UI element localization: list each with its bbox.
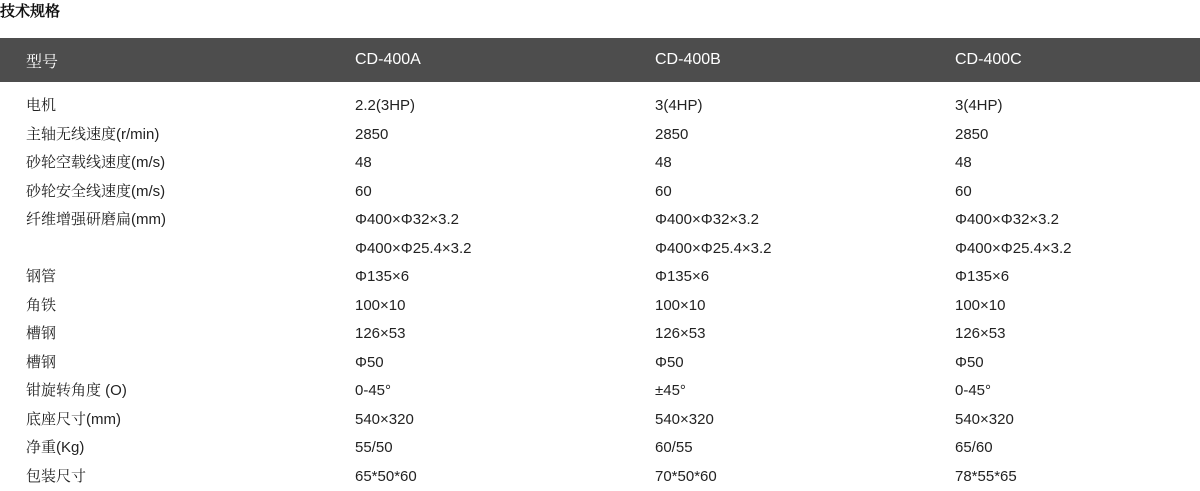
cell-value: Φ400×Φ32×3.2 (655, 206, 955, 235)
cell-value: 100×10 (655, 292, 955, 321)
cell-value: Φ400×Φ25.4×3.2 (355, 235, 655, 264)
row-value-cell (655, 178, 955, 207)
row-value-cell (355, 121, 655, 150)
cell-value: 3(4HP) (955, 92, 1200, 121)
table-row (0, 434, 1200, 463)
table-header-row (0, 38, 1200, 82)
row-value-cell (355, 92, 655, 121)
cell-value: 48 (355, 149, 655, 178)
row-label: 角铁 (0, 292, 355, 321)
row-label: 砂轮安全线速度(m/s) (0, 178, 355, 207)
row-value-cell (655, 463, 955, 491)
table-row (0, 406, 1200, 435)
cell-value: 60/55 (655, 434, 955, 463)
cell-value: Φ400×Φ25.4×3.2 (655, 235, 955, 264)
row-value-cell (655, 377, 955, 406)
cell-value: 60 (355, 178, 655, 207)
row-value-cell (355, 206, 655, 263)
spacer-row (0, 82, 1200, 92)
row-label: 槽钢 (0, 349, 355, 378)
row-value-cell (955, 377, 1200, 406)
header-cell-model: 型号 (0, 38, 355, 82)
row-value-cell (955, 406, 1200, 435)
row-value-cell (355, 406, 655, 435)
table-row (0, 206, 1200, 263)
table-body (0, 82, 1200, 491)
row-label: 主轴无线速度(r/min) (0, 121, 355, 150)
cell-value: 78*55*65 (955, 463, 1200, 491)
cell-value: 70*50*60 (655, 463, 955, 491)
table-row (0, 463, 1200, 491)
row-value-cell (655, 292, 955, 321)
cell-value: Φ50 (355, 349, 655, 378)
row-value-cell (355, 349, 655, 378)
cell-value: 3(4HP) (655, 92, 955, 121)
row-value-cell (955, 149, 1200, 178)
row-value-cell (355, 320, 655, 349)
header-cell-cd-400c: CD-400C (955, 38, 1200, 82)
cell-value: 540×320 (955, 406, 1200, 435)
cell-value: 2850 (655, 121, 955, 150)
cell-value: 126×53 (655, 320, 955, 349)
row-value-cell (955, 92, 1200, 121)
row-label: 底座尺寸(mm) (0, 406, 355, 435)
cell-value: 126×53 (355, 320, 655, 349)
row-value-cell (955, 292, 1200, 321)
cell-value: Φ50 (955, 349, 1200, 378)
table-row (0, 292, 1200, 321)
row-value-cell (655, 92, 955, 121)
cell-value: 2850 (355, 121, 655, 150)
row-value-cell (355, 463, 655, 491)
table-row (0, 377, 1200, 406)
table-row (0, 149, 1200, 178)
row-value-cell (655, 349, 955, 378)
cell-value: Φ135×6 (655, 263, 955, 292)
row-value-cell (955, 263, 1200, 292)
row-value-cell (655, 320, 955, 349)
header-cell-cd-400b: CD-400B (655, 38, 955, 82)
cell-value: 0-45° (955, 377, 1200, 406)
row-label: 包装尺寸 (0, 463, 355, 491)
cell-value: 60 (655, 178, 955, 207)
row-value-cell (355, 434, 655, 463)
row-value-cell (655, 149, 955, 178)
cell-value: 65*50*60 (355, 463, 655, 491)
cell-value: 100×10 (355, 292, 655, 321)
cell-value: Φ400×Φ32×3.2 (955, 206, 1200, 235)
row-value-cell (655, 121, 955, 150)
row-label: 钳旋转角度 (O) (0, 377, 355, 406)
header-cell-cd-400a: CD-400A (355, 38, 655, 82)
cell-value: Φ135×6 (955, 263, 1200, 292)
cell-value: 2.2(3HP) (355, 92, 655, 121)
row-value-cell (355, 149, 655, 178)
table-row (0, 349, 1200, 378)
cell-value: 65/60 (955, 434, 1200, 463)
row-label: 电机 (0, 92, 355, 121)
cell-value: Φ400×Φ25.4×3.2 (955, 235, 1200, 264)
cell-value: Φ400×Φ32×3.2 (355, 206, 655, 235)
row-label: 纤维增强研磨扁(mm) (0, 206, 355, 263)
cell-value: 60 (955, 178, 1200, 207)
table-row (0, 263, 1200, 292)
row-value-cell (655, 434, 955, 463)
row-value-cell (355, 178, 655, 207)
cell-value: ±45° (655, 377, 955, 406)
cell-value: Φ50 (655, 349, 955, 378)
row-value-cell (955, 206, 1200, 263)
row-value-cell (955, 121, 1200, 150)
row-value-cell (955, 349, 1200, 378)
row-value-cell (955, 178, 1200, 207)
cell-value: 2850 (955, 121, 1200, 150)
cell-value: 126×53 (955, 320, 1200, 349)
cell-value: 55/50 (355, 434, 655, 463)
row-value-cell (355, 292, 655, 321)
table-row (0, 178, 1200, 207)
cell-value: 540×320 (655, 406, 955, 435)
cell-value: 100×10 (955, 292, 1200, 321)
table-row (0, 320, 1200, 349)
cell-value: 0-45° (355, 377, 655, 406)
row-value-cell (955, 320, 1200, 349)
table-row (0, 121, 1200, 150)
row-value-cell (355, 263, 655, 292)
cell-value: 540×320 (355, 406, 655, 435)
table-row (0, 92, 1200, 121)
page-title: 技术规格 (0, 2, 60, 22)
cell-value: 48 (655, 149, 955, 178)
cell-value: 48 (955, 149, 1200, 178)
row-label: 槽钢 (0, 320, 355, 349)
row-label: 净重(Kg) (0, 434, 355, 463)
cell-value: Φ135×6 (355, 263, 655, 292)
row-value-cell (955, 463, 1200, 491)
row-value-cell (955, 434, 1200, 463)
row-value-cell (655, 206, 955, 263)
row-value-cell (655, 263, 955, 292)
row-label: 砂轮空载线速度(m/s) (0, 149, 355, 178)
row-value-cell (355, 377, 655, 406)
row-value-cell (655, 406, 955, 435)
spec-table (0, 38, 1200, 491)
row-label: 钢管 (0, 263, 355, 292)
